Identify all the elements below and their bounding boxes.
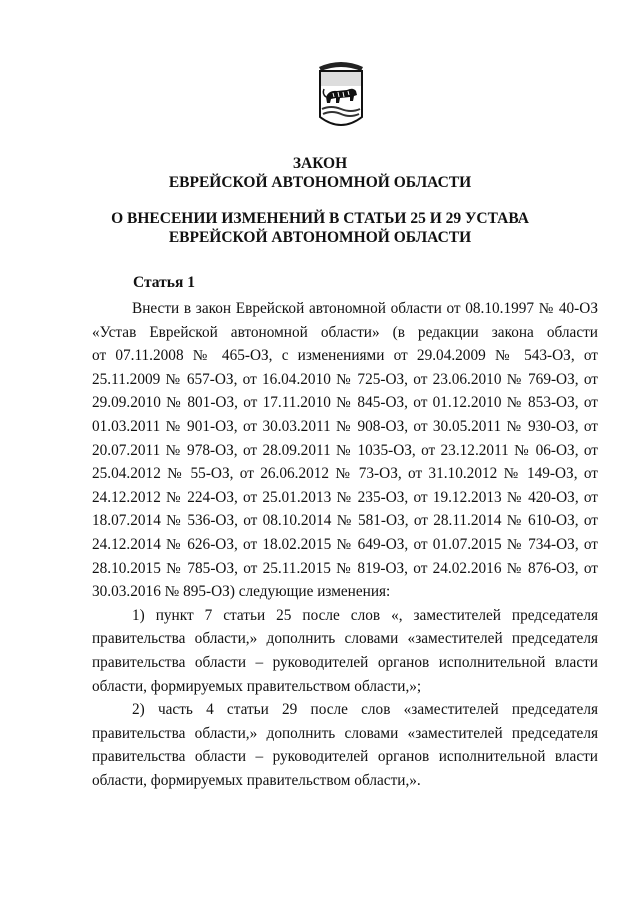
text-line: 30.03.2016 № 895-ОЗ) следующие изменения: [92,583,391,601]
text-line: 1) пункт 7 статьи 25 после слов «, заместителей председателя [132,606,598,624]
text-line: 24.12.2014 № 626-ОЗ, от 18.02.2015 № 649-ОЗ, от 01.07.2015 № 734-ОЗ, от [92,535,598,553]
text-line: области, формируемых правительством области,»; [92,677,422,695]
text-line: от 07.11.2008 № 465-ОЗ, с изменениями от 29.04.2009 № 543-ОЗ, от [92,347,598,365]
text-line: Внести в закон Еврейской автономной области от 08.10.1997 № 40-ОЗ [132,300,598,317]
item-2-paragraph [92,698,598,792]
text-line: 24.12.2012 № 224-ОЗ, от 25.01.2013 № 235-ОЗ, от 19.12.2013 № 420-ОЗ, от [92,488,598,506]
text-line: правительства области,» дополнить словами «заместителей председателя [92,724,598,742]
text-line: правительства области – руководителей органов исполнительной власти [92,748,598,766]
text-line: 20.07.2011 № 978-ОЗ, от 28.09.2011 № 1035-ОЗ, от 23.12.2011 № 06-ОЗ, от [92,441,598,459]
text-line: области, формируемых правительством области,». [92,771,421,789]
text-line: 29.09.2010 № 801-ОЗ, от 17.11.2010 № 845-ОЗ, от 01.12.2010 № 853-ОЗ, от [92,394,598,412]
title-line: ЗАКОН [292,155,348,172]
intro-paragraph [92,297,598,604]
text-line: 2) часть 4 статьи 29 после слов «заместителей председателя [132,701,598,719]
article-heading: Статья 1 [133,274,195,291]
title-line: ЕВРЕЙСКОЙ АВТОНОМНОЙ ОБЛАСТИ [168,174,472,191]
law-title [0,154,640,192]
subtitle-line: О ВНЕСЕНИИ ИЗМЕНЕНИЙ В СТАТЬИ 25 И 29 УСТАВА [111,210,529,227]
text-line: 25.11.2009 № 657-ОЗ, от 16.04.2010 № 725-ОЗ, от 23.06.2010 № 769-ОЗ, от [92,370,598,388]
text-line: правительства области,» дополнить словами «заместителей председателя [92,630,598,648]
text-line: «Устав Еврейской автономной области» (в редакции закона области [92,323,598,341]
article-body [92,297,598,792]
coat-of-arms-emblem [315,57,367,133]
subtitle-line: ЕВРЕЙСКОЙ АВТОНОМНОЙ ОБЛАСТИ [168,229,472,246]
item-1-paragraph [92,604,598,698]
text-line: 18.07.2014 № 536-ОЗ, от 08.10.2014 № 581-ОЗ, от 28.11.2014 № 610-ОЗ, от [92,512,598,530]
law-subtitle [0,209,640,247]
text-line: 28.10.2015 № 785-ОЗ, от 25.11.2015 № 819-ОЗ, от 24.02.2016 № 876-ОЗ, от [92,559,598,577]
text-line: 25.04.2012 № 55-ОЗ, от 26.06.2012 № 73-ОЗ, от 31.10.2012 № 149-ОЗ, от [92,465,598,483]
text-line: правительства области – руководителей органов исполнительной власти [92,653,598,671]
text-line: 01.03.2011 № 901-ОЗ, от 30.03.2011 № 908-ОЗ, от 30.05.2011 № 930-ОЗ, от [92,417,598,435]
